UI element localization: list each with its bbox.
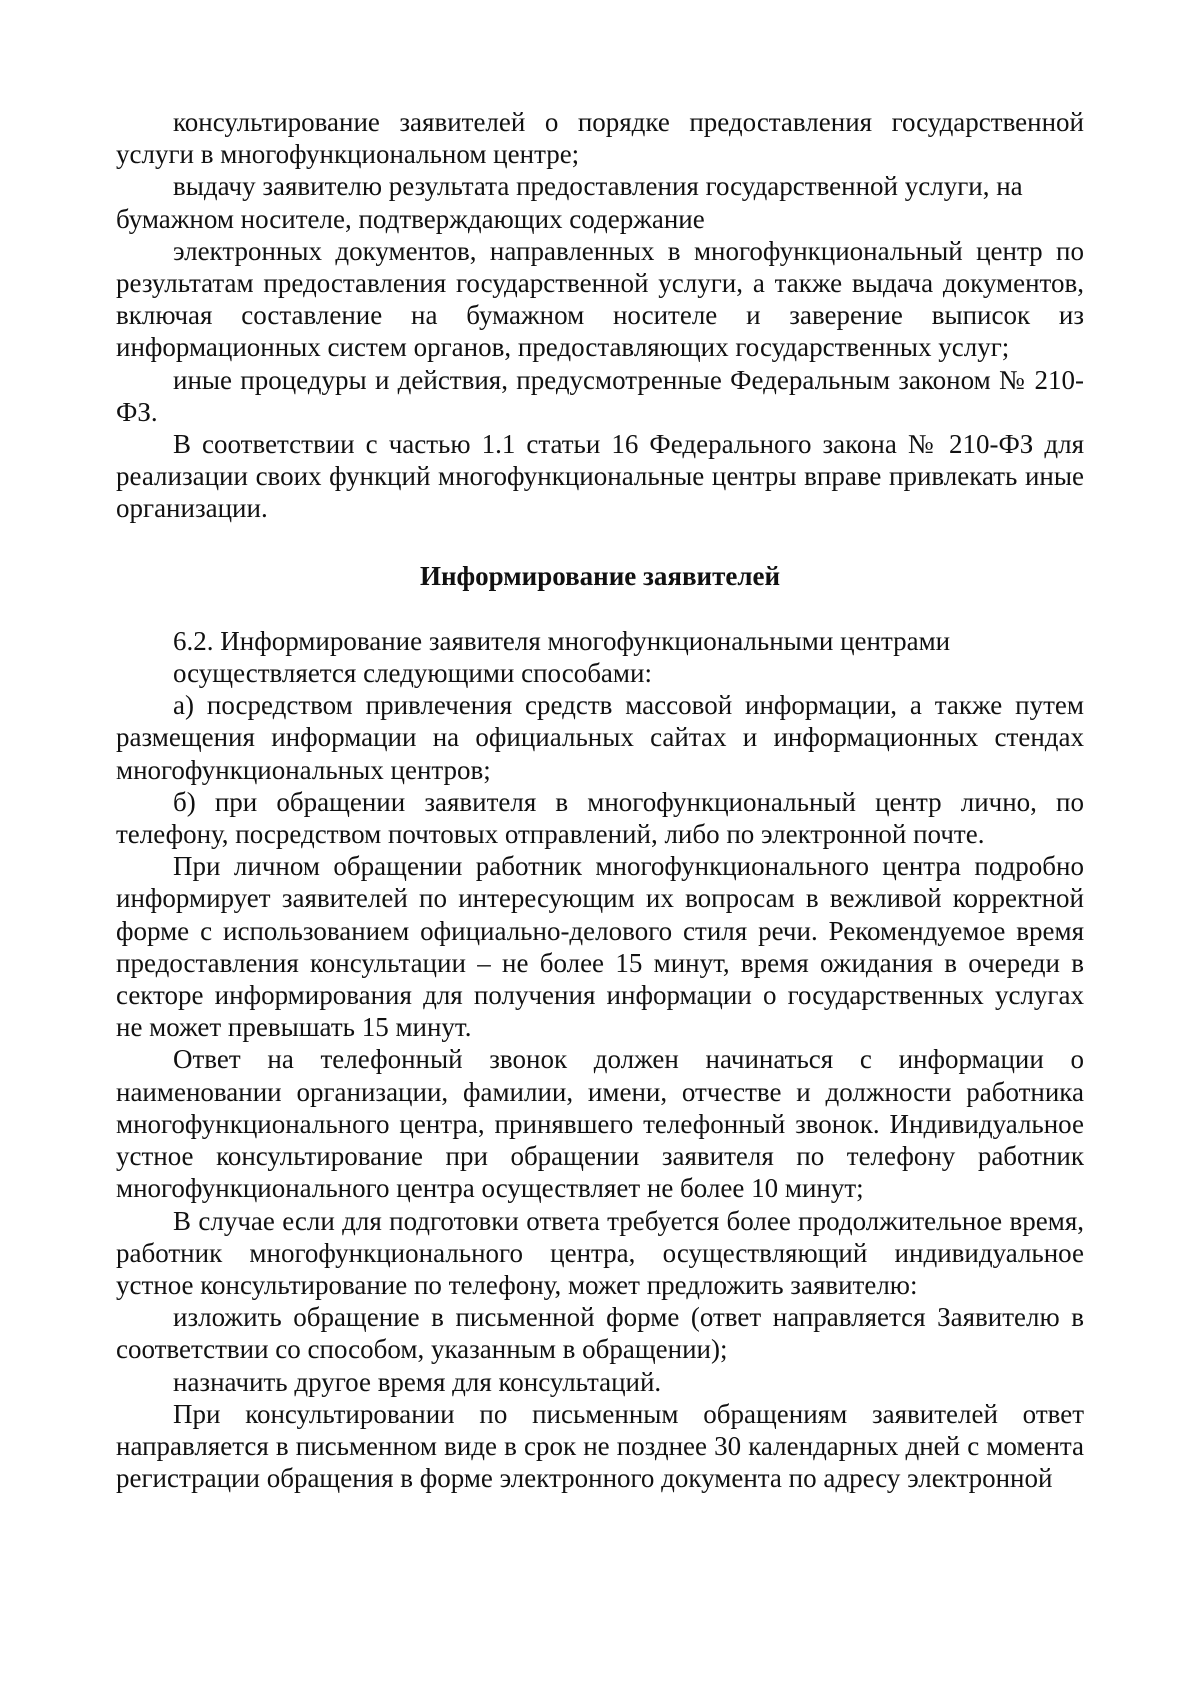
paragraph-issuance: выдачу заявителю результата предоставления государственной услуги, на бумажном носителе, подтверждающих содержание	[116, 171, 1023, 234]
paragraph-6-2-methods: осуществляется следующими способами:	[173, 658, 652, 689]
paragraph-personal-visit: При личном обращении работник многофункционального центра подробно информирует заявителей по интересующим их вопросам в вежливой корректной форме с использованием официально-делового стиля речи. Рекомендуемое время предоставления консультации – не более 15 минут, время ожидания в очереди в секторе информирования для получения информации о государственных услугах не может превышать 15 минут.	[116, 851, 1084, 1043]
paragraph-law-reference: В соответствии с частью 1.1 статьи 16 Федерального закона № 210-ФЗ для реализации своих функций многофункциональные центры вправе привлекать иные организации.	[116, 429, 1084, 524]
paragraph-item-a: а) посредством привлечения средств массовой информации, а также путем размещения информации на официальных сайтах и информационных стендах многофункциональных центров;	[116, 690, 1084, 785]
paragraph-other-procedures: иные процедуры и действия, предусмотренные Федеральным законом № 210-ФЗ.	[116, 364, 1084, 427]
paragraph-phone-call: Ответ на телефонный звонок должен начинаться с информации о наименовании организации, фамилии, имени, отчестве и должности работника многофункционального центра, принявшего телефонный звонок. Индивидуальное устное консультирование при обращении заявителя по телефону работник многофункционального центра осуществляет не более 10 минут;	[116, 1044, 1084, 1204]
heading-spacer	[116, 592, 1084, 625]
paragraph-another-time: назначить другое время для консультаций.	[173, 1366, 662, 1397]
paragraph-written-requests: При консультировании по письменным обращениям заявителей ответ направляется в письменном виде в срок не позднее 30 календарных дней с момента регистрации обращения в форме электронного документа по адресу электронной	[116, 1398, 1084, 1494]
document-page	[116, 106, 1084, 1494]
paragraph-6-2-intro: 6.2. Информирование заявителя многофункциональными центрами	[173, 625, 951, 656]
paragraph-consulting: консультирование заявителей о порядке предоставления государственной услуги в многофункциональном центре;	[116, 107, 1084, 170]
paragraph-item-b: б) при обращении заявителя в многофункциональный центр лично, по телефону, посредством почтовых отправлений, либо по электронной почте.	[116, 786, 1084, 850]
paragraph-written-form: изложить обращение в письменной форме (ответ направляется Заявителю в соответствии со способом, указанным в обращении);	[116, 1302, 1084, 1365]
paragraph-longer-time: В случае если для подготовки ответа требуется более продолжительное время, работник многофункционального центра, осуществляющий индивидуальное устное консультирование по телефону, может предложить заявителю:	[116, 1205, 1084, 1300]
paragraph-electronic-documents: электронных документов, направленных в многофункциональный центр по результатам предоставления государственной услуги, а также выдача документов, включая составление на бумажном носителе и заверение выписок из информационных систем органов, предоставляющих государственных услуг;	[116, 235, 1084, 363]
section-heading: Информирование заявителей	[419, 560, 781, 591]
